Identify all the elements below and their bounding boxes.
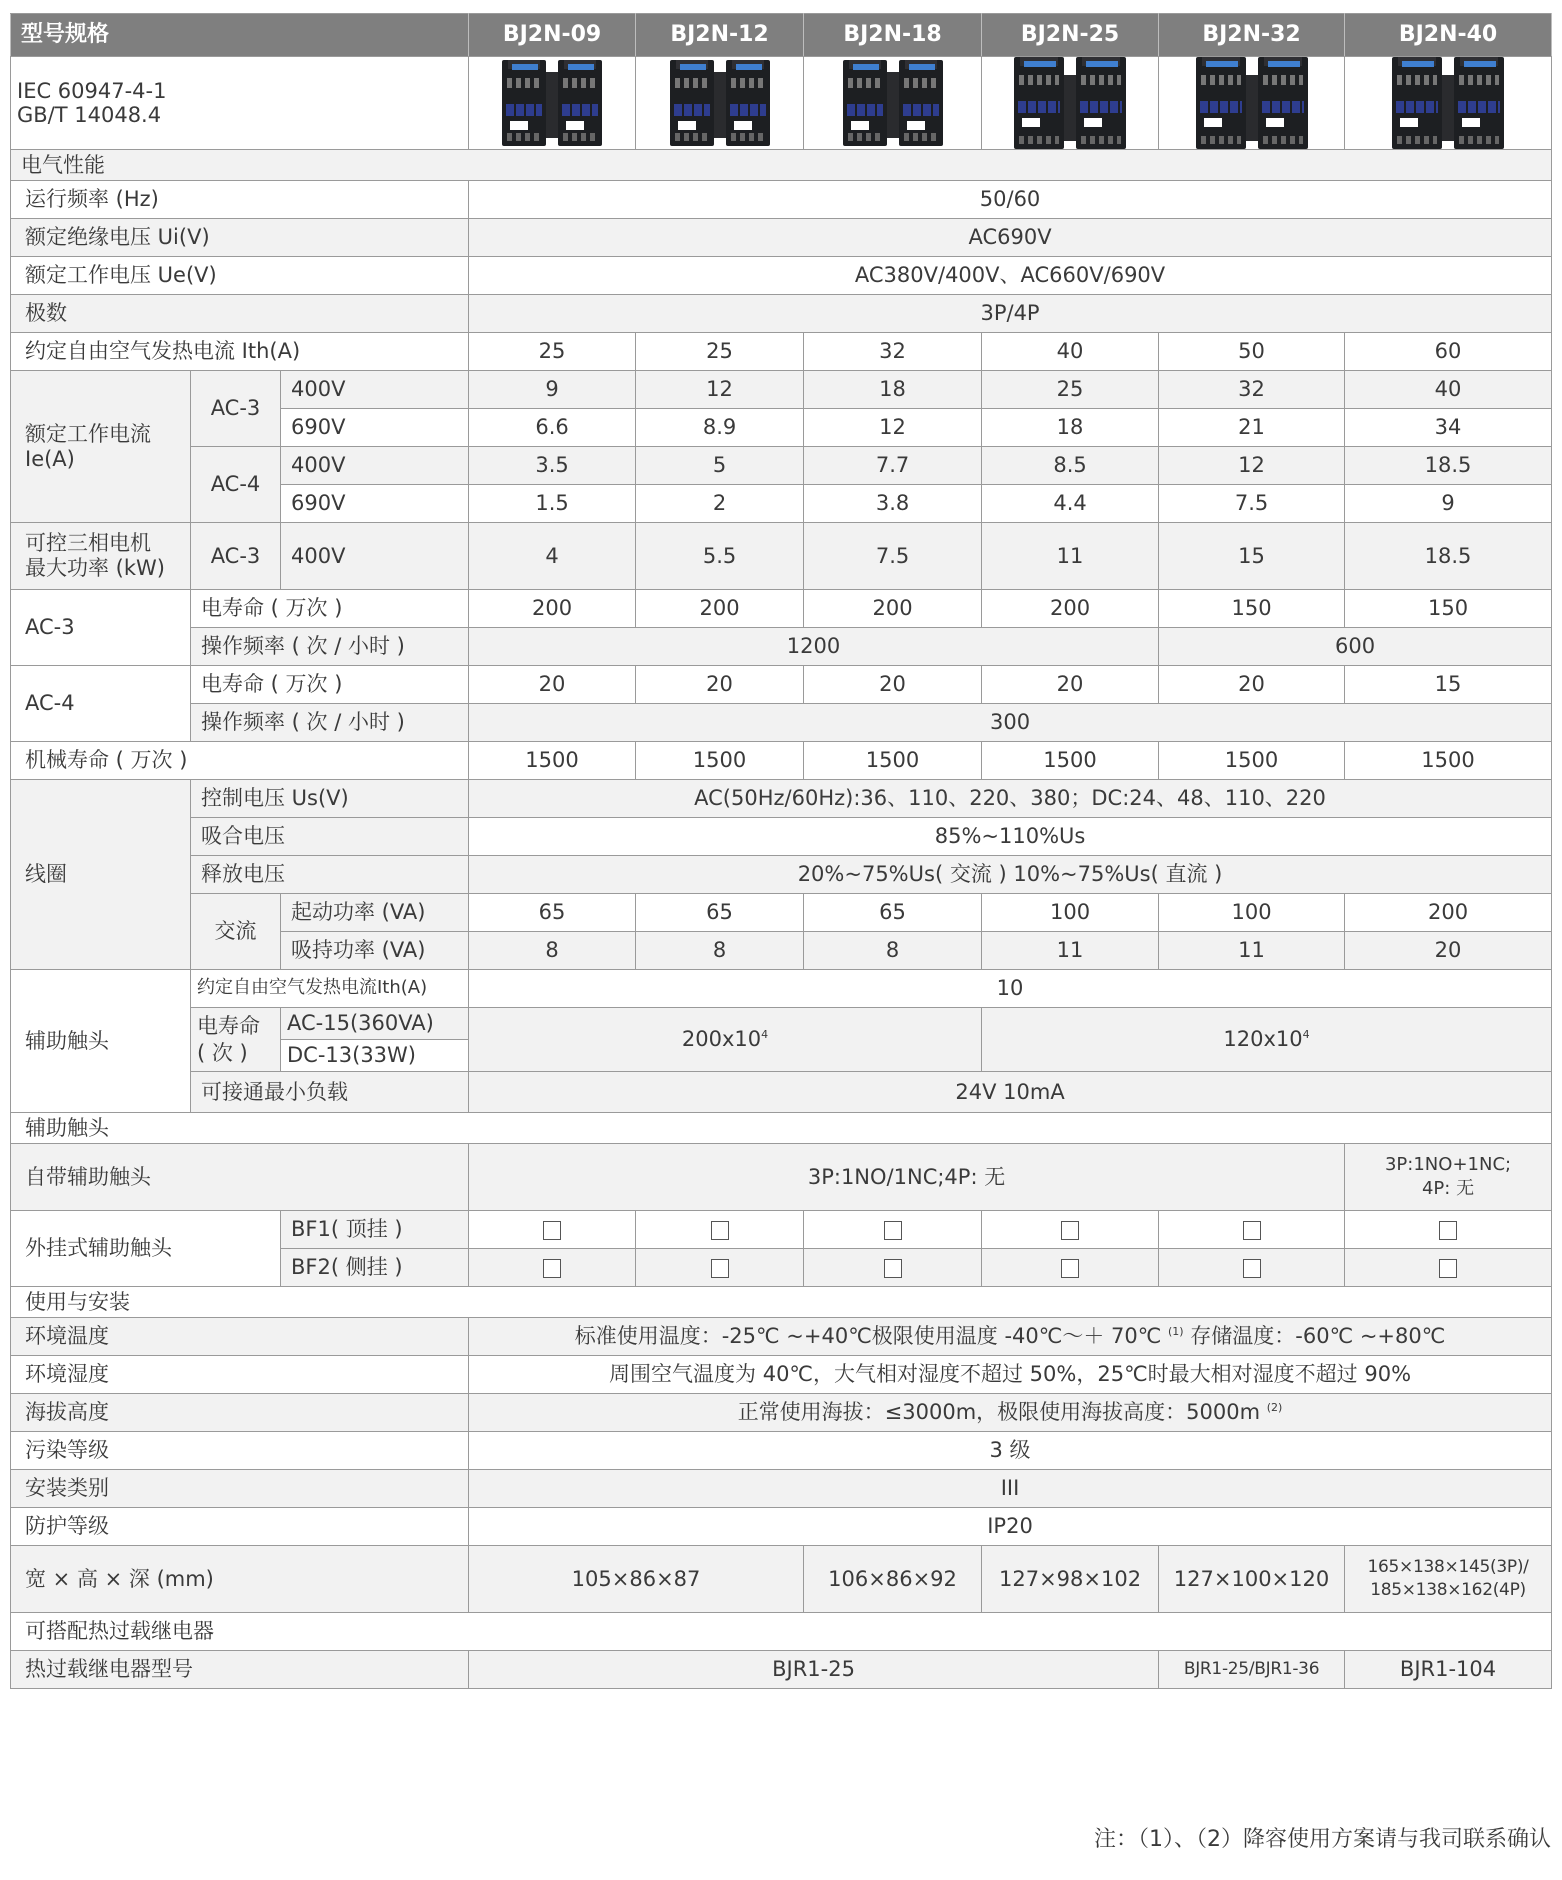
cell: 5.5 (636, 523, 804, 590)
row-motor-power (11, 523, 1552, 590)
contactor-pair-icon (670, 60, 770, 146)
model-header: BJ2N-09 (469, 14, 636, 57)
standard-iec: IEC 60947-4-1 (17, 78, 167, 103)
checkbox-icon[interactable] (1439, 1259, 1457, 1278)
voltage-label: 690V (281, 409, 469, 447)
cell: 32 (1159, 371, 1345, 409)
row-mechanical-life (11, 742, 1552, 780)
row-label: DC-13(33W) (281, 1040, 469, 1072)
cell: 6.6 (469, 409, 636, 447)
value-text: 正常使用海拔：≤3000m，极限使用海拔高度：5000m (737, 1400, 1267, 1425)
cell: 15 (1345, 666, 1552, 704)
row-label: 吸合电压 (191, 818, 469, 856)
row-protection (11, 1508, 1552, 1546)
cell: 9 (469, 371, 636, 409)
row-altitude (11, 1394, 1552, 1432)
row-label: 电寿命 ( 万次 ) (191, 590, 469, 628)
cell: 200 (804, 590, 982, 628)
category-label: AC-3 (191, 371, 281, 447)
row-label: 安装类别 (11, 1470, 469, 1508)
row-value: AC(50Hz/60Hz):36、110、220、380；DC:24、48、110、220 (469, 780, 1552, 818)
section-row-aux (11, 1113, 1552, 1144)
cell-40 (1345, 1546, 1552, 1613)
row-ie-ac3-400 (11, 371, 1552, 409)
bf2-checkbox-cell[interactable] (1159, 1249, 1345, 1287)
row-label: 自带辅助触头 (11, 1144, 469, 1211)
cell: 25 (469, 333, 636, 371)
model-header: BJ2N-18 (804, 14, 982, 57)
cell: 8.5 (982, 447, 1159, 485)
exponent: 4 (1302, 1028, 1310, 1042)
row-label: 操作频率 ( 次 / 小时 ) (191, 628, 469, 666)
row-label: 控制电压 Us(V) (191, 780, 469, 818)
row-poles (11, 295, 1552, 333)
row-label: 机械寿命 ( 万次 ) (11, 742, 469, 780)
bf2-checkbox-cell[interactable] (982, 1249, 1159, 1287)
row-label: 电寿命 ( 万次 ) (191, 666, 469, 704)
product-image-cell (804, 57, 982, 150)
row-aux-min-load (11, 1072, 1552, 1113)
row-label: 约定自由空气发热电流Ith(A) (191, 970, 469, 1008)
row-label: 吸持功率 (VA) (281, 932, 469, 970)
row-label: 额定工作电压 Ue(V) (11, 257, 469, 295)
row-label: 宽 × 高 × 深 (mm) (11, 1546, 469, 1613)
row-value (982, 1008, 1552, 1072)
row-humidity (11, 1356, 1552, 1394)
value-line: 3P:1NO+1NC; (1384, 1153, 1512, 1175)
cell: 20 (1159, 666, 1345, 704)
contactor-pair-icon (1392, 57, 1504, 149)
cell: 150 (1159, 590, 1345, 628)
section-title: 可搭配热过载继电器 (11, 1613, 1552, 1651)
cell: 200 (982, 590, 1159, 628)
row-value: 85%~110%Us (469, 818, 1552, 856)
contactor-pair-icon (1196, 57, 1308, 149)
cell: 12 (1159, 447, 1345, 485)
group-label-ac4: AC-4 (11, 666, 191, 742)
section-title: 使用与安装 (11, 1287, 1552, 1318)
voltage-label: 400V (281, 371, 469, 409)
spec-table-container (10, 13, 1552, 1689)
cell: 2 (636, 485, 804, 523)
row-builtin-aux (11, 1144, 1552, 1211)
voltage-label: 400V (281, 447, 469, 485)
cell: 3.5 (469, 447, 636, 485)
cell: 127×100×120 (1159, 1546, 1345, 1613)
footnote-mark: (1) (1168, 1325, 1184, 1339)
cell: 1500 (636, 742, 804, 780)
row-value (469, 1318, 1552, 1356)
cell: BJR1-25/BJR1-36 (1159, 1651, 1345, 1689)
model-header: BJ2N-32 (1159, 14, 1345, 57)
category-label: AC-4 (191, 447, 281, 523)
row-label: 防护等级 (11, 1508, 469, 1546)
cell: 3.8 (804, 485, 982, 523)
group-label-coil: 线圈 (11, 780, 191, 970)
row-ie-ac4-400 (11, 447, 1552, 485)
cell: 12 (804, 409, 982, 447)
checkbox-icon[interactable] (1061, 1259, 1079, 1278)
row-label: 环境温度 (11, 1318, 469, 1356)
group-label-rated-current: 额定工作电流 Ie(A) (11, 371, 191, 523)
row-value: 1200 (469, 628, 1159, 666)
cell: 8.9 (636, 409, 804, 447)
model-header: BJ2N-12 (636, 14, 804, 57)
checkbox-icon[interactable] (1243, 1259, 1261, 1278)
row-value: 3 级 (469, 1432, 1552, 1470)
footnote-mark: (2) (1266, 1401, 1283, 1415)
section-row-usage (11, 1287, 1552, 1318)
cell: 200 (469, 590, 636, 628)
cell: 20 (1345, 932, 1552, 970)
cell: 200 (1345, 894, 1552, 932)
cell: 105×86×87 (469, 1546, 804, 1613)
row-label: 约定自由空气发热电流 Ith(A) (11, 333, 469, 371)
row-relay-model (11, 1651, 1552, 1689)
row-value: 10 (469, 970, 1552, 1008)
value-line: 4P: 无 (1421, 1178, 1475, 1199)
cell: 34 (1345, 409, 1552, 447)
row-label: 海拔高度 (11, 1394, 469, 1432)
section-row-electrical (11, 150, 1552, 181)
coil-ac-label: 交流 (191, 894, 281, 970)
cell: 25 (636, 333, 804, 371)
value-line: 165×138×145(3P)/ (1367, 1557, 1529, 1578)
checkbox-icon[interactable] (1439, 1221, 1457, 1240)
cell: 21 (1159, 409, 1345, 447)
cell: 40 (1345, 371, 1552, 409)
row-ac4-frequency (11, 704, 1552, 742)
row-inrush-power (11, 894, 1552, 932)
cell: 200 (636, 590, 804, 628)
row-frequency (11, 181, 1552, 219)
cell: 65 (469, 894, 636, 932)
cell: 150 (1345, 590, 1552, 628)
cell: 127×98×102 (982, 1546, 1159, 1613)
section-title: 辅助触头 (11, 1113, 1552, 1144)
cell: 9 (1345, 485, 1552, 523)
section-row-relay (11, 1613, 1552, 1651)
cell: 7.7 (804, 447, 982, 485)
value-text: 120x10 (1223, 1027, 1303, 1052)
bf2-checkbox-cell[interactable] (804, 1249, 982, 1287)
aux-life-label (191, 1008, 281, 1072)
row-label: 可接通最小负载 (191, 1072, 469, 1113)
cell: 11 (1159, 932, 1345, 970)
label-line: 可控三相电机 (25, 530, 151, 555)
row-label: BF2( 侧挂 ) (281, 1249, 469, 1287)
contactor-pair-icon (1014, 57, 1126, 149)
row-value: 600 (1159, 628, 1552, 666)
cell: 50 (1159, 333, 1345, 371)
product-image-cell (469, 57, 636, 150)
row-value: 300 (469, 704, 1552, 742)
bf1-checkbox-cell[interactable] (804, 1211, 982, 1249)
cell: 20 (469, 666, 636, 704)
header-row (11, 14, 1552, 57)
row-value: III (469, 1470, 1552, 1508)
row-dimensions (11, 1546, 1552, 1613)
standard-gb: GB/T 14048.4 (17, 103, 162, 127)
row-label: 释放电压 (191, 856, 469, 894)
cell: 20 (804, 666, 982, 704)
row-aux-thermal (11, 970, 1552, 1008)
model-header: BJ2N-25 (982, 14, 1159, 57)
row-value (469, 1008, 982, 1072)
row-dropout-voltage (11, 856, 1552, 894)
spec-label: 型号规格 (11, 14, 469, 57)
checkbox-icon[interactable] (884, 1221, 902, 1240)
cell: BJR1-25 (469, 1651, 1159, 1689)
image-row (11, 57, 1552, 150)
cell: 7.5 (804, 523, 982, 590)
product-image-cell (1159, 57, 1345, 150)
row-value: IP20 (469, 1508, 1552, 1546)
cell: 32 (804, 333, 982, 371)
bf1-checkbox-cell[interactable] (469, 1211, 636, 1249)
row-control-voltage (11, 780, 1552, 818)
cell: 40 (982, 333, 1159, 371)
row-label: BF1( 顶挂 ) (281, 1211, 469, 1249)
cell: 7.5 (1159, 485, 1345, 523)
row-value: 20%~75%Us( 交流 ) 10%~75%Us( 直流 ) (469, 856, 1552, 894)
cell: 25 (982, 371, 1159, 409)
value-text: 200x10 (681, 1027, 762, 1052)
cell: 100 (1159, 894, 1345, 932)
checkbox-icon[interactable] (711, 1259, 729, 1278)
cell: 1500 (982, 742, 1159, 780)
exponent: 4 (761, 1028, 769, 1042)
checkbox-icon[interactable] (1061, 1221, 1079, 1240)
row-ac3-life (11, 590, 1552, 628)
bf1-checkbox-cell[interactable] (1345, 1211, 1552, 1249)
row-label: 热过载继电器型号 (11, 1651, 469, 1689)
cell: 18.5 (1345, 523, 1552, 590)
cell: 100 (982, 894, 1159, 932)
cell: 11 (982, 932, 1159, 970)
row-value-40 (1345, 1144, 1552, 1211)
row-value (469, 1394, 1552, 1432)
label-line: ( 次 ) (197, 1040, 248, 1065)
row-ac4-life (11, 666, 1552, 704)
bf2-checkbox-cell[interactable] (469, 1249, 636, 1287)
bf1-checkbox-cell[interactable] (636, 1211, 804, 1249)
row-ambient-temp (11, 1318, 1552, 1356)
product-image-cell (636, 57, 804, 150)
cell: 15 (1159, 523, 1345, 590)
group-label-ac3: AC-3 (11, 590, 191, 666)
row-label: 运行频率 (Hz) (11, 181, 469, 219)
row-value: AC690V (469, 219, 1552, 257)
row-value: AC380V/400V、AC660V/690V (469, 257, 1552, 295)
cell: 18 (804, 371, 982, 409)
row-label: 污染等级 (11, 1432, 469, 1470)
row-operating-voltage (11, 257, 1552, 295)
cell: 12 (636, 371, 804, 409)
group-label-motor-power (11, 523, 191, 590)
row-label: 额定绝缘电压 Ui(V) (11, 219, 469, 257)
row-insulation-voltage (11, 219, 1552, 257)
checkbox-icon[interactable] (711, 1221, 729, 1240)
cell: 11 (982, 523, 1159, 590)
row-bf1 (11, 1211, 1552, 1249)
bf1-checkbox-cell[interactable] (1159, 1211, 1345, 1249)
cell: BJR1-104 (1345, 1651, 1552, 1689)
section-title: 电气性能 (11, 150, 1552, 181)
cell: 1500 (1345, 742, 1552, 780)
row-pickup-voltage (11, 818, 1552, 856)
cell: 106×86×92 (804, 1546, 982, 1613)
value-text: 标准使用温度：-25℃ ~+40℃极限使用温度 -40℃～＋ 70℃ (574, 1324, 1168, 1349)
category-label: AC-3 (191, 523, 281, 590)
product-image-cell (1345, 57, 1552, 150)
cell: 4 (469, 523, 636, 590)
label-line: 最大功率 (kW) (25, 556, 165, 580)
row-install-category (11, 1470, 1552, 1508)
row-aux-ac15 (11, 1008, 1552, 1040)
row-label: 操作频率 ( 次 / 小时 ) (191, 704, 469, 742)
contactor-pair-icon (502, 60, 602, 146)
model-header: BJ2N-40 (1345, 14, 1552, 57)
row-value: 3P:1NO/1NC;4P: 无 (469, 1144, 1345, 1211)
product-image-cell (982, 57, 1159, 150)
group-label-aux: 辅助触头 (11, 970, 191, 1113)
group-label-external-aux: 外挂式辅助触头 (11, 1211, 281, 1287)
cell: 8 (804, 932, 982, 970)
row-label: AC-15(360VA) (281, 1008, 469, 1040)
cell: 20 (982, 666, 1159, 704)
cell: 18.5 (1345, 447, 1552, 485)
voltage-label: 690V (281, 485, 469, 523)
standards-cell (11, 57, 469, 150)
cell: 1500 (469, 742, 636, 780)
row-value: 周围空气温度为 40℃，大气相对湿度不超过 50%，25℃时最大相对湿度不超过 90% (469, 1356, 1552, 1394)
cell: 8 (469, 932, 636, 970)
row-label: 起动功率 (VA) (281, 894, 469, 932)
cell: 65 (636, 894, 804, 932)
checkbox-icon[interactable] (1243, 1221, 1261, 1240)
row-value: 50/60 (469, 181, 1552, 219)
row-pollution (11, 1432, 1552, 1470)
cell: 65 (804, 894, 982, 932)
row-value: 24V 10mA (469, 1072, 1552, 1113)
cell: 18 (982, 409, 1159, 447)
cell: 1.5 (469, 485, 636, 523)
row-label: 环境湿度 (11, 1356, 469, 1394)
value-text: 存储温度：-60℃ ~+80℃ (1183, 1324, 1446, 1349)
checkbox-icon[interactable] (543, 1221, 561, 1240)
cell: 1500 (804, 742, 982, 780)
bf2-checkbox-cell[interactable] (636, 1249, 804, 1287)
row-ac3-frequency (11, 628, 1552, 666)
cell: 8 (636, 932, 804, 970)
row-value: 3P/4P (469, 295, 1552, 333)
bf2-checkbox-cell[interactable] (1345, 1249, 1552, 1287)
cell: 4.4 (982, 485, 1159, 523)
checkbox-icon[interactable] (884, 1259, 902, 1278)
checkbox-icon[interactable] (543, 1259, 561, 1278)
row-thermal-current (11, 333, 1552, 371)
spec-table (10, 13, 1552, 1689)
cell: 5 (636, 447, 804, 485)
cell: 60 (1345, 333, 1552, 371)
footnote: 注：（1）、（2）降容使用方案请与我司联系确认 (1094, 1827, 1551, 1852)
bf1-checkbox-cell[interactable] (982, 1211, 1159, 1249)
contactor-pair-icon (843, 60, 943, 146)
label-line: 电寿命 (197, 1014, 260, 1039)
row-label: 极数 (11, 295, 469, 333)
voltage-label: 400V (281, 523, 469, 590)
cell: 20 (636, 666, 804, 704)
value-line: 185×138×162(4P) (1370, 1580, 1526, 1600)
cell: 1500 (1159, 742, 1345, 780)
